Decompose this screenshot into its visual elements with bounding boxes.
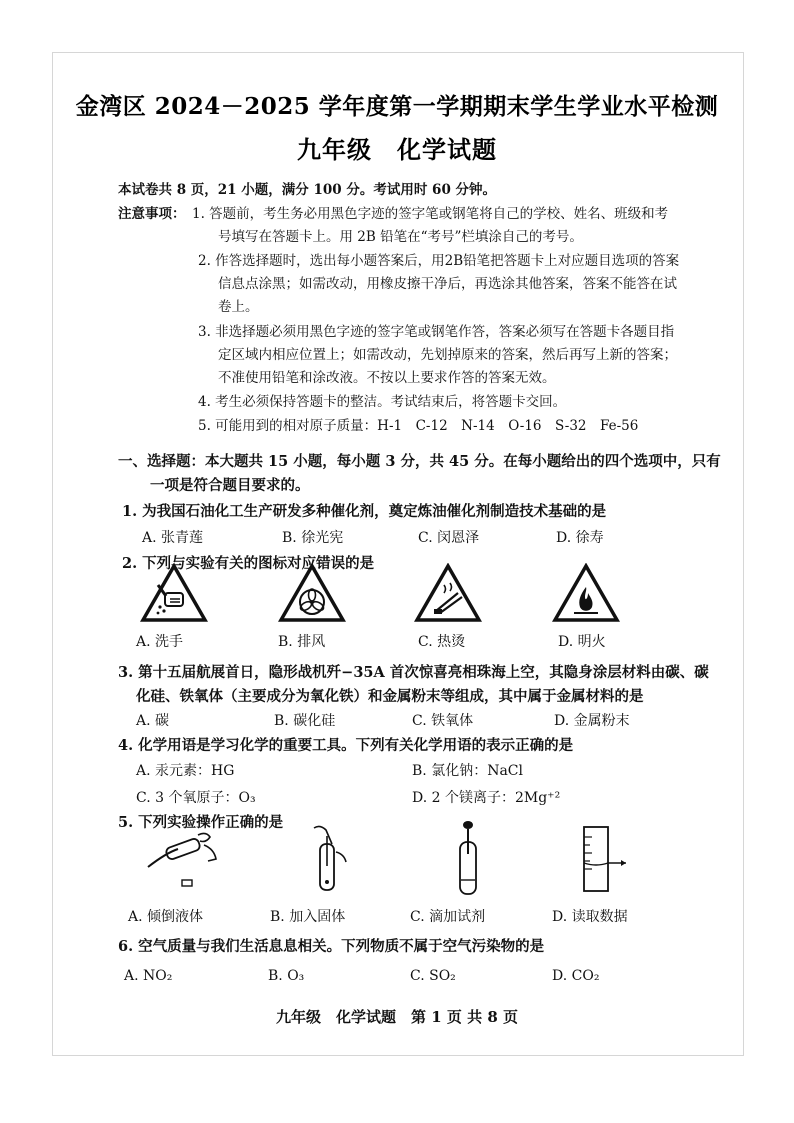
q3-option-d[interactable]: D. 金属粉末: [554, 713, 630, 729]
q5-option-d[interactable]: D. 读取数据: [552, 909, 628, 925]
question-4-stem: 4. 化学用语是学习化学的重要工具。下列有关化学用语的表示正确的是: [118, 737, 574, 754]
notice-item-4: 4. 考生必须保持答题卡的整洁。考试结束后，将答题卡交回。: [198, 394, 567, 410]
q4-option-b[interactable]: B. 氯化钠：NaCl: [412, 763, 523, 779]
q5-option-a[interactable]: A. 倾倒液体: [128, 909, 204, 925]
exam-subtitle: 九年级 化学试题: [297, 135, 497, 164]
page-footer: 九年级 化学试题 第 1 页 共 8 页: [276, 1008, 518, 1026]
q5-option-b[interactable]: B. 加入固体: [270, 909, 346, 925]
q3-option-a[interactable]: A. 碳: [136, 713, 170, 729]
question-3-stem-line-2: 化硅、铁氧体（主要成分为氧化铁）和金属粉末等组成，其中属于金属材料的是: [136, 688, 644, 705]
hand-wash-icon: [140, 563, 208, 627]
intro-line: 本试卷共 8 页，21 小题，满分 100 分。考试用时 60 分钟。: [118, 182, 497, 198]
q2-option-c[interactable]: C. 热烫: [418, 634, 466, 650]
exhaust-fan-icon: [278, 563, 346, 627]
notice-item-5: 5. 可能用到的相对原子质量：H-1 C-12 N-14 O-16 S-32 Fe-56: [198, 418, 639, 434]
q3-option-c[interactable]: C. 铁氧体: [412, 713, 474, 729]
q6-option-a[interactable]: A. NO₂: [124, 968, 173, 984]
question-5-stem: 5. 下列实验操作正确的是: [118, 814, 284, 831]
notice-item-1-line-1: 1. 答题前，考生务必用黑色字迹的签字笔或钢笔将自己的学校、姓名、班级和考: [192, 206, 669, 222]
exam-title: 金湾区 2024－2025 学年度第一学期期末学生学业水平检测: [75, 93, 719, 120]
q5-option-c[interactable]: C. 滴加试剂: [410, 909, 486, 925]
hot-surface-icon: [414, 563, 482, 627]
notice-item-3-line-2: 定区域内相应位置上；如需改动，先划掉原来的答案，然后再写上新的答案；: [218, 347, 677, 363]
graduated-cylinder-illustration: [576, 823, 636, 899]
q1-option-d[interactable]: D. 徐寿: [556, 530, 604, 546]
q4-option-a[interactable]: A. 汞元素：HG: [136, 763, 235, 779]
q1-option-c[interactable]: C. 闵恩泽: [418, 530, 480, 546]
notice-item-3-line-1: 3. 非选择题必须用黑色字迹的签字笔或钢笔作答，答案必须写在答题卡各题目指: [198, 324, 675, 340]
question-2-stem: 2. 下列与实验有关的图标对应错误的是: [122, 555, 375, 572]
notice-item-3-line-3: 不准使用铅笔和涂改液。不按以上要求作答的答案无效。: [218, 370, 556, 386]
adding-solid-illustration: [300, 822, 360, 898]
q2-option-b[interactable]: B. 排风: [278, 634, 326, 650]
q6-option-c[interactable]: C. SO₂: [410, 968, 456, 984]
q3-option-b[interactable]: B. 碳化硅: [274, 713, 336, 729]
section-heading-line-2: 一项是符合题目要求的。: [150, 477, 310, 494]
q6-option-b[interactable]: B. O₃: [268, 968, 305, 984]
q4-option-d[interactable]: D. 2 个镁离子：2Mg⁺²: [412, 790, 561, 806]
section-heading-line-1: 一、选择题：本大题共 15 小题，每小题 3 分，共 45 分。在每小题给出的四个选项中，只有: [118, 453, 721, 470]
question-6-stem: 6. 空气质量与我们生活息息相关。下列物质不属于空气污染物的是: [118, 938, 545, 955]
pouring-liquid-illustration: [138, 825, 228, 897]
q1-option-b[interactable]: B. 徐光宪: [282, 530, 344, 546]
question-1-stem: 1. 为我国石油化工生产研发多种催化剂，奠定炼油催化剂制造技术基础的是: [122, 503, 607, 520]
dropper-test-tube-illustration: [448, 820, 488, 900]
notice-item-2-line-3: 卷上。: [218, 299, 259, 315]
q4-option-c[interactable]: C. 3 个氧原子：O₃: [136, 790, 256, 806]
notice-item-2-line-2: 信息点涂黑；如需改动，用橡皮擦干净后，再选涂其他答案，答案不能答在试: [218, 276, 677, 292]
notice-item-1-line-2: 号填写在答题卡上。用 2B 铅笔在“考号”栏填涂自己的考号。: [218, 229, 583, 245]
q2-option-d[interactable]: D. 明火: [558, 634, 606, 650]
notice-label: 注意事项：: [118, 206, 186, 222]
question-3-stem-line-1: 3. 第十五届航展首日，隐形战机歼−35A 首次惊喜亮相珠海上空，其隐身涂层材料由碳、碳: [118, 664, 709, 681]
q1-option-a[interactable]: A. 张青莲: [142, 530, 204, 546]
q2-option-a[interactable]: A. 洗手: [136, 634, 184, 650]
q6-option-d[interactable]: D. CO₂: [552, 968, 600, 984]
open-flame-icon: [552, 563, 620, 627]
notice-item-2-line-1: 2. 作答选择题时，选出每小题答案后，用2B铅笔把答题卡上对应题目选项的答案: [198, 253, 680, 269]
